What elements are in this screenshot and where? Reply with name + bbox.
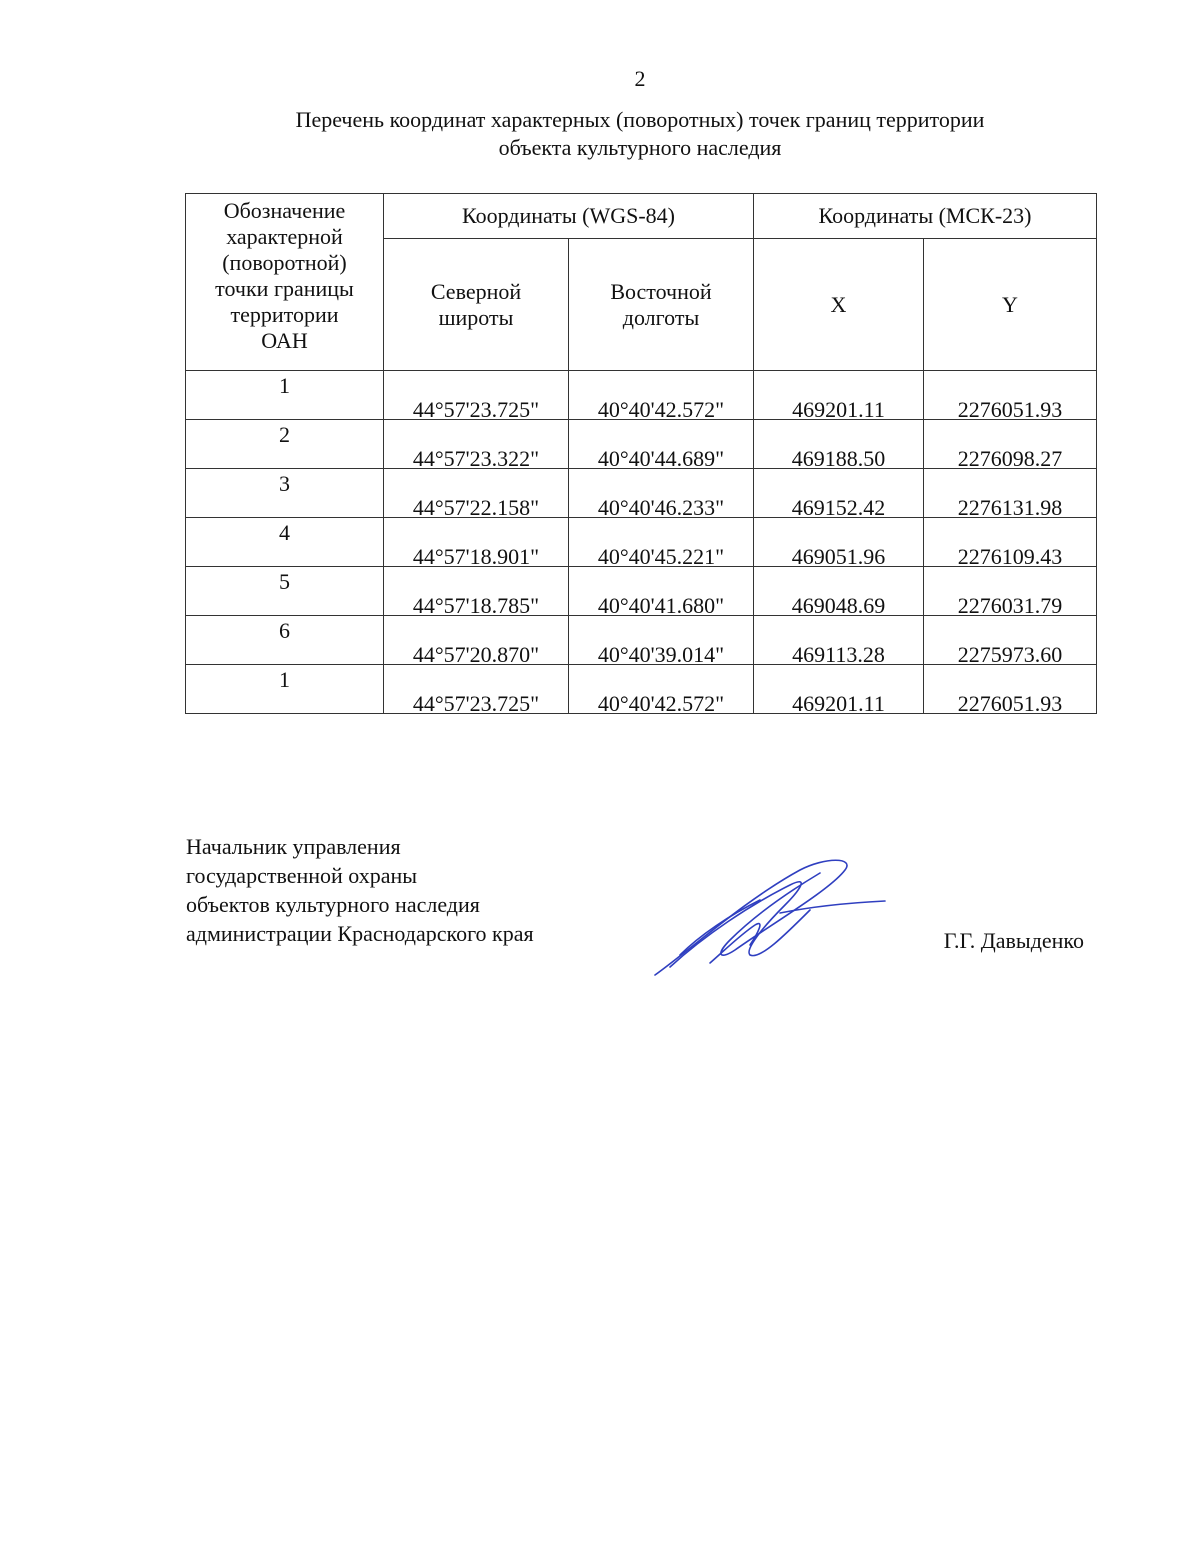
longitude-cell: 40°40'46.233" (569, 469, 754, 518)
position-line-3: объектов культурного наследия (186, 892, 480, 917)
point-number: 1 (186, 371, 384, 420)
point-number: 1 (186, 665, 384, 714)
table-row (186, 616, 1097, 665)
longitude-cell: 40°40'44.689" (569, 420, 754, 469)
document-title-line-2: объекта культурного наследия (498, 135, 782, 160)
position-line-2: государственной охраны (186, 863, 418, 888)
latitude-cell: 44°57'18.901" (384, 518, 569, 567)
latitude-cell: 44°57'22.158" (384, 469, 569, 518)
point-number: 3 (186, 469, 384, 518)
point-number: 4 (186, 518, 384, 567)
longitude-cell: 40°40'42.572" (569, 665, 754, 714)
x-cell: 469201.11 (754, 665, 924, 714)
table-row (186, 469, 1097, 518)
latitude-cell: 44°57'23.725" (384, 665, 569, 714)
longitude-cell: 40°40'42.572" (569, 371, 754, 420)
document-title (140, 106, 1140, 162)
x-cell: 469152.42 (754, 469, 924, 518)
handwritten-signature-icon (650, 855, 890, 980)
point-number: 2 (186, 420, 384, 469)
position-line-1: Начальник управления (186, 834, 401, 859)
x-cell: 469201.11 (754, 371, 924, 420)
signer-name: Г.Г. Давыденко (943, 928, 1084, 953)
table-row (186, 420, 1097, 469)
header-msk23-group: Координаты (МСК-23) (754, 194, 1097, 239)
latitude-cell: 44°57'18.785" (384, 567, 569, 616)
table-row (186, 371, 1097, 420)
header-point-designation: Обозначение характерной (поворотной) точки границы территории ОАН (186, 194, 384, 371)
y-cell: 2276131.98 (924, 469, 1097, 518)
coordinates-table (185, 193, 1097, 714)
latitude-cell: 44°57'23.322" (384, 420, 569, 469)
table-row (186, 518, 1097, 567)
page-number: 2 (634, 66, 646, 91)
latitude-cell: 44°57'23.725" (384, 371, 569, 420)
table-row (186, 665, 1097, 714)
longitude-cell: 40°40'39.014" (569, 616, 754, 665)
header-east-longitude: Восточной долготы (569, 239, 754, 371)
y-cell: 2276031.79 (924, 567, 1097, 616)
document-title-line-1: Перечень координат характерных (поворотных) точек границ территории (295, 107, 985, 132)
header-y: Y (924, 239, 1097, 371)
header-x: X (754, 239, 924, 371)
y-cell: 2275973.60 (924, 616, 1097, 665)
table-row (186, 567, 1097, 616)
y-cell: 2276109.43 (924, 518, 1097, 567)
signatory-position (186, 832, 534, 948)
x-cell: 469048.69 (754, 567, 924, 616)
x-cell: 469051.96 (754, 518, 924, 567)
y-cell: 2276051.93 (924, 665, 1097, 714)
point-number: 5 (186, 567, 384, 616)
header-north-latitude: Северной широты (384, 239, 569, 371)
longitude-cell: 40°40'41.680" (569, 567, 754, 616)
latitude-cell: 44°57'20.870" (384, 616, 569, 665)
x-cell: 469188.50 (754, 420, 924, 469)
header-wgs84-group: Координаты (WGS-84) (384, 194, 754, 239)
y-cell: 2276051.93 (924, 371, 1097, 420)
longitude-cell: 40°40'45.221" (569, 518, 754, 567)
x-cell: 469113.28 (754, 616, 924, 665)
position-line-4: администрации Краснодарского края (186, 921, 534, 946)
point-number: 6 (186, 616, 384, 665)
y-cell: 2276098.27 (924, 420, 1097, 469)
